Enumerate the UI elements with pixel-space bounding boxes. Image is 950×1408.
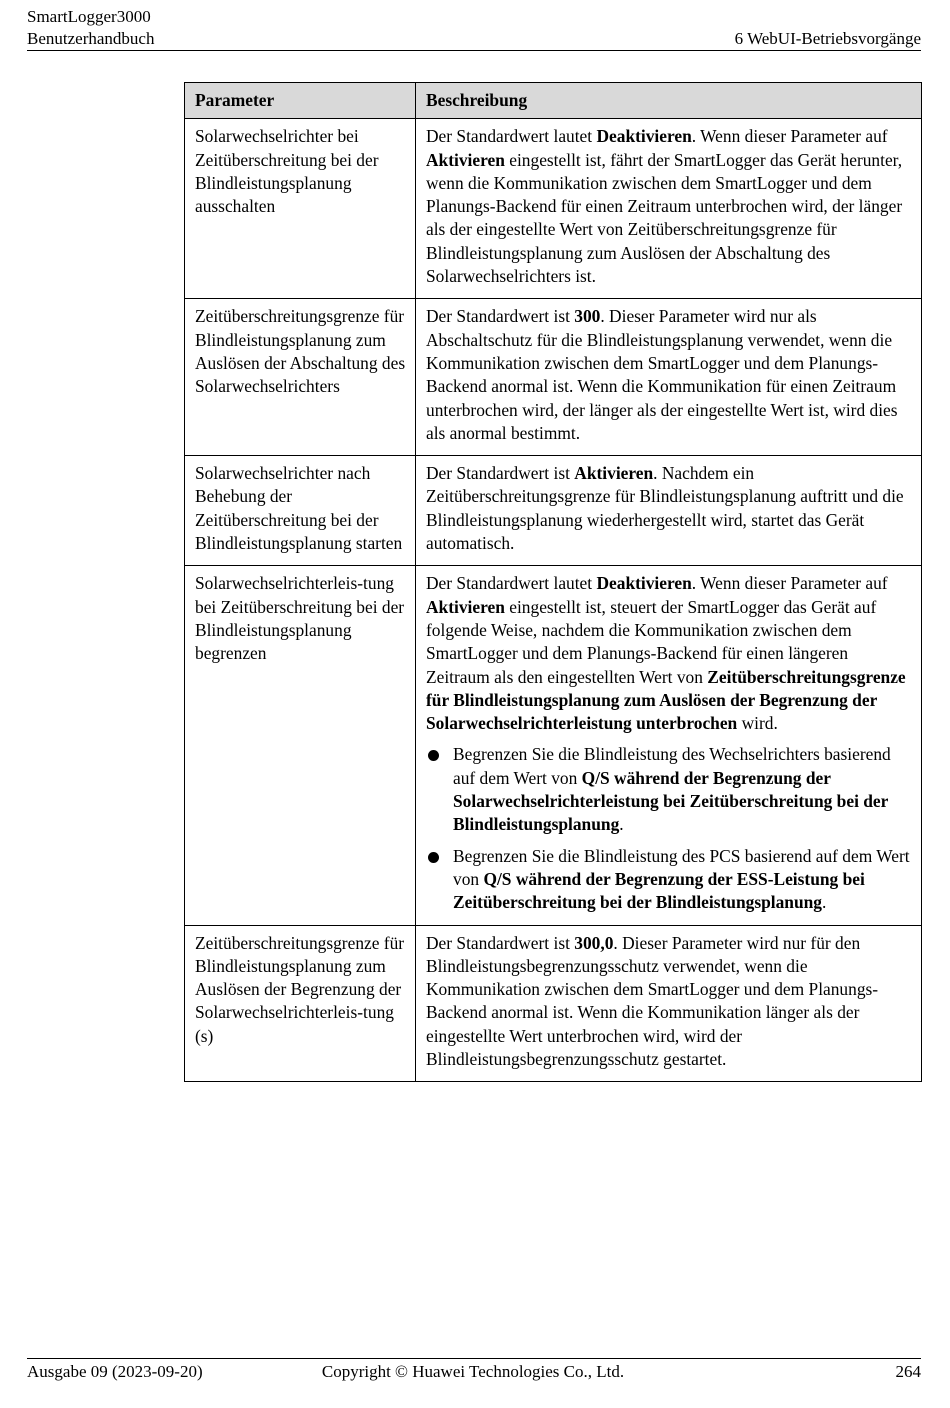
bold-text: Deaktivieren — [596, 573, 692, 594]
description-cell — [416, 299, 922, 456]
bullet-item — [426, 845, 912, 915]
bullet-item — [426, 743, 912, 836]
bold-text: Aktivieren — [426, 149, 505, 170]
text-run: Der Standardwert lautet — [426, 126, 597, 147]
column-header-parameter: Parameter — [185, 83, 416, 119]
running-header-left — [27, 6, 154, 50]
description-paragraph — [426, 932, 912, 1072]
parameter-cell: Zeitüberschreitungsgrenze für Blindleistungsplanung zum Auslösen der Abschaltung des Solarwechselrichters — [185, 299, 416, 456]
chapter-title: 6 WebUI-Betriebsvorgänge — [734, 29, 921, 48]
bold-text: 300,0 — [574, 932, 614, 953]
text-run: wird. — [737, 713, 778, 734]
description-paragraph — [426, 462, 912, 555]
bullet-dot-icon — [428, 750, 439, 761]
parameter-cell: Solarwechselrichterleis-tung bei Zeitüberschreitung bei der Blindleistungsplanung begrenzen — [185, 566, 416, 925]
bold-text: Q/S während der Begrenzung der Solarwechselrichterleistung bei Zeitüberschreitung bei der Blindleistungsplanung — [453, 767, 889, 835]
table-row — [185, 925, 922, 1082]
text-run: Der Standardwert ist — [426, 306, 575, 327]
header-divider — [27, 50, 921, 51]
text-run: . Dieser Parameter wird nur als Abschaltschutz für die Blindleistungsplanung verwendet, wenn die Kommunikation zwischen dem SmartLogger und dem Planungs-Backend anormal ist. Wenn die Kommunikation für einen Zeitraum unterbrochen wird, der länger als der eingestellte Wert ist, wird dies als anormal bestimmt. — [426, 306, 898, 443]
edition-label: Ausgabe 09 (2023-09-20) — [27, 1362, 203, 1381]
text-run: . Nachdem ein Zeitüberschreitungsgrenze für Blindleistungsplanung auftritt und die Blindleistungsplanung wiederhergestellt wird, startet das Gerät automatisch. — [426, 463, 904, 554]
table-body — [185, 119, 922, 1082]
parameter-cell: Zeitüberschreitungsgrenze für Blindleistungsplanung zum Auslösen der Begrenzung der Solarwechselrichterleis-tung (s) — [185, 925, 416, 1082]
table-row — [185, 119, 922, 299]
column-header-description: Beschreibung — [416, 83, 922, 119]
parameter-cell: Solarwechselrichter nach Behebung der Zeitüberschreitung bei der Blindleistungsplanung starten — [185, 456, 416, 566]
bold-text: Zeitüberschreitungsgrenze für Blindleistungsplanung zum Auslösen der Begrenzung der Solarwechselrichterleistung unterbrochen — [426, 666, 906, 734]
bold-text: Aktivieren — [426, 596, 505, 617]
text-run: . — [822, 892, 827, 913]
text-run: eingestellt ist, fährt der SmartLogger das Gerät herunter, wenn die Kommunikation zwischen dem SmartLogger und dem Planungs-Backend für einen Zeitraum unterbrochen wird, der länger als der eingestellte Wert von Zeitüberschreitungsgrenze für Blindleistungsplanung zum Auslösen der Abschaltung des Solarwechselrichters ist. — [426, 149, 903, 287]
text-run: Der Standardwert lautet — [426, 573, 597, 594]
text-run: Der Standardwert ist — [426, 932, 575, 953]
text-run: Begrenzen Sie die Blindleistung des PCS basierend auf dem Wert von — [453, 845, 910, 889]
bold-text: Deaktivieren — [596, 126, 692, 147]
bullet-dot-icon — [428, 852, 439, 863]
bold-text: Q/S während der Begrenzung der ESS-Leistung bei Zeitüberschreitung bei der Blindleistungsplanung — [453, 868, 865, 913]
copyright-label: Copyright © Huawei Technologies Co., Ltd. — [321, 1362, 625, 1381]
description-paragraph — [426, 125, 912, 288]
description-cell — [416, 456, 922, 566]
bullet-list — [426, 743, 912, 914]
text-run: . — [619, 814, 624, 835]
text-run: Der Standardwert ist — [426, 463, 575, 484]
parameter-cell: Solarwechselrichter bei Zeitüberschreitung bei der Blindleistungsplanung ausschalten — [185, 119, 416, 299]
description-cell — [416, 119, 922, 299]
text-run: Begrenzen Sie die Blindleistung des Wechselrichters basierend auf dem Wert von — [453, 744, 891, 788]
description-cell — [416, 925, 922, 1082]
text-run: . Dieser Parameter wird nur für den Blindleistungsbegrenzungsschutz verwendet, wenn die Kommunikation zwischen dem SmartLogger und dem Planungs-Backend anormal ist. Wenn die Kommunikation länger als der eingestellte Wert unterbrochen wird, wird der Blindleistungsbegrenzungsschutz gestartet. — [426, 932, 879, 1069]
table-row — [185, 299, 922, 456]
description-paragraph — [426, 572, 912, 735]
text-run: . Wenn dieser Parameter auf — [691, 126, 888, 147]
description-paragraph — [426, 305, 912, 445]
product-name: SmartLogger3000 — [27, 7, 151, 26]
description-cell — [416, 566, 922, 925]
table-row — [185, 566, 922, 925]
bold-text: 300 — [574, 306, 601, 327]
table-row — [185, 456, 922, 566]
footer-divider — [27, 1358, 921, 1359]
text-run: eingestellt ist, steuert der SmartLogger das Gerät auf folgende Weise, nachdem die Kommunikation zwischen dem SmartLogger und dem Planungs-Backend für einen längeren Zeitraum als den eingestellten Wert von — [426, 596, 877, 687]
table-header-row — [185, 83, 922, 119]
bold-text: Aktivieren — [574, 463, 654, 484]
text-run: . Wenn dieser Parameter auf — [691, 573, 888, 594]
parameter-table — [184, 82, 922, 1082]
manual-title: Benutzerhandbuch — [27, 29, 155, 48]
page-number: 264 — [895, 1362, 921, 1381]
